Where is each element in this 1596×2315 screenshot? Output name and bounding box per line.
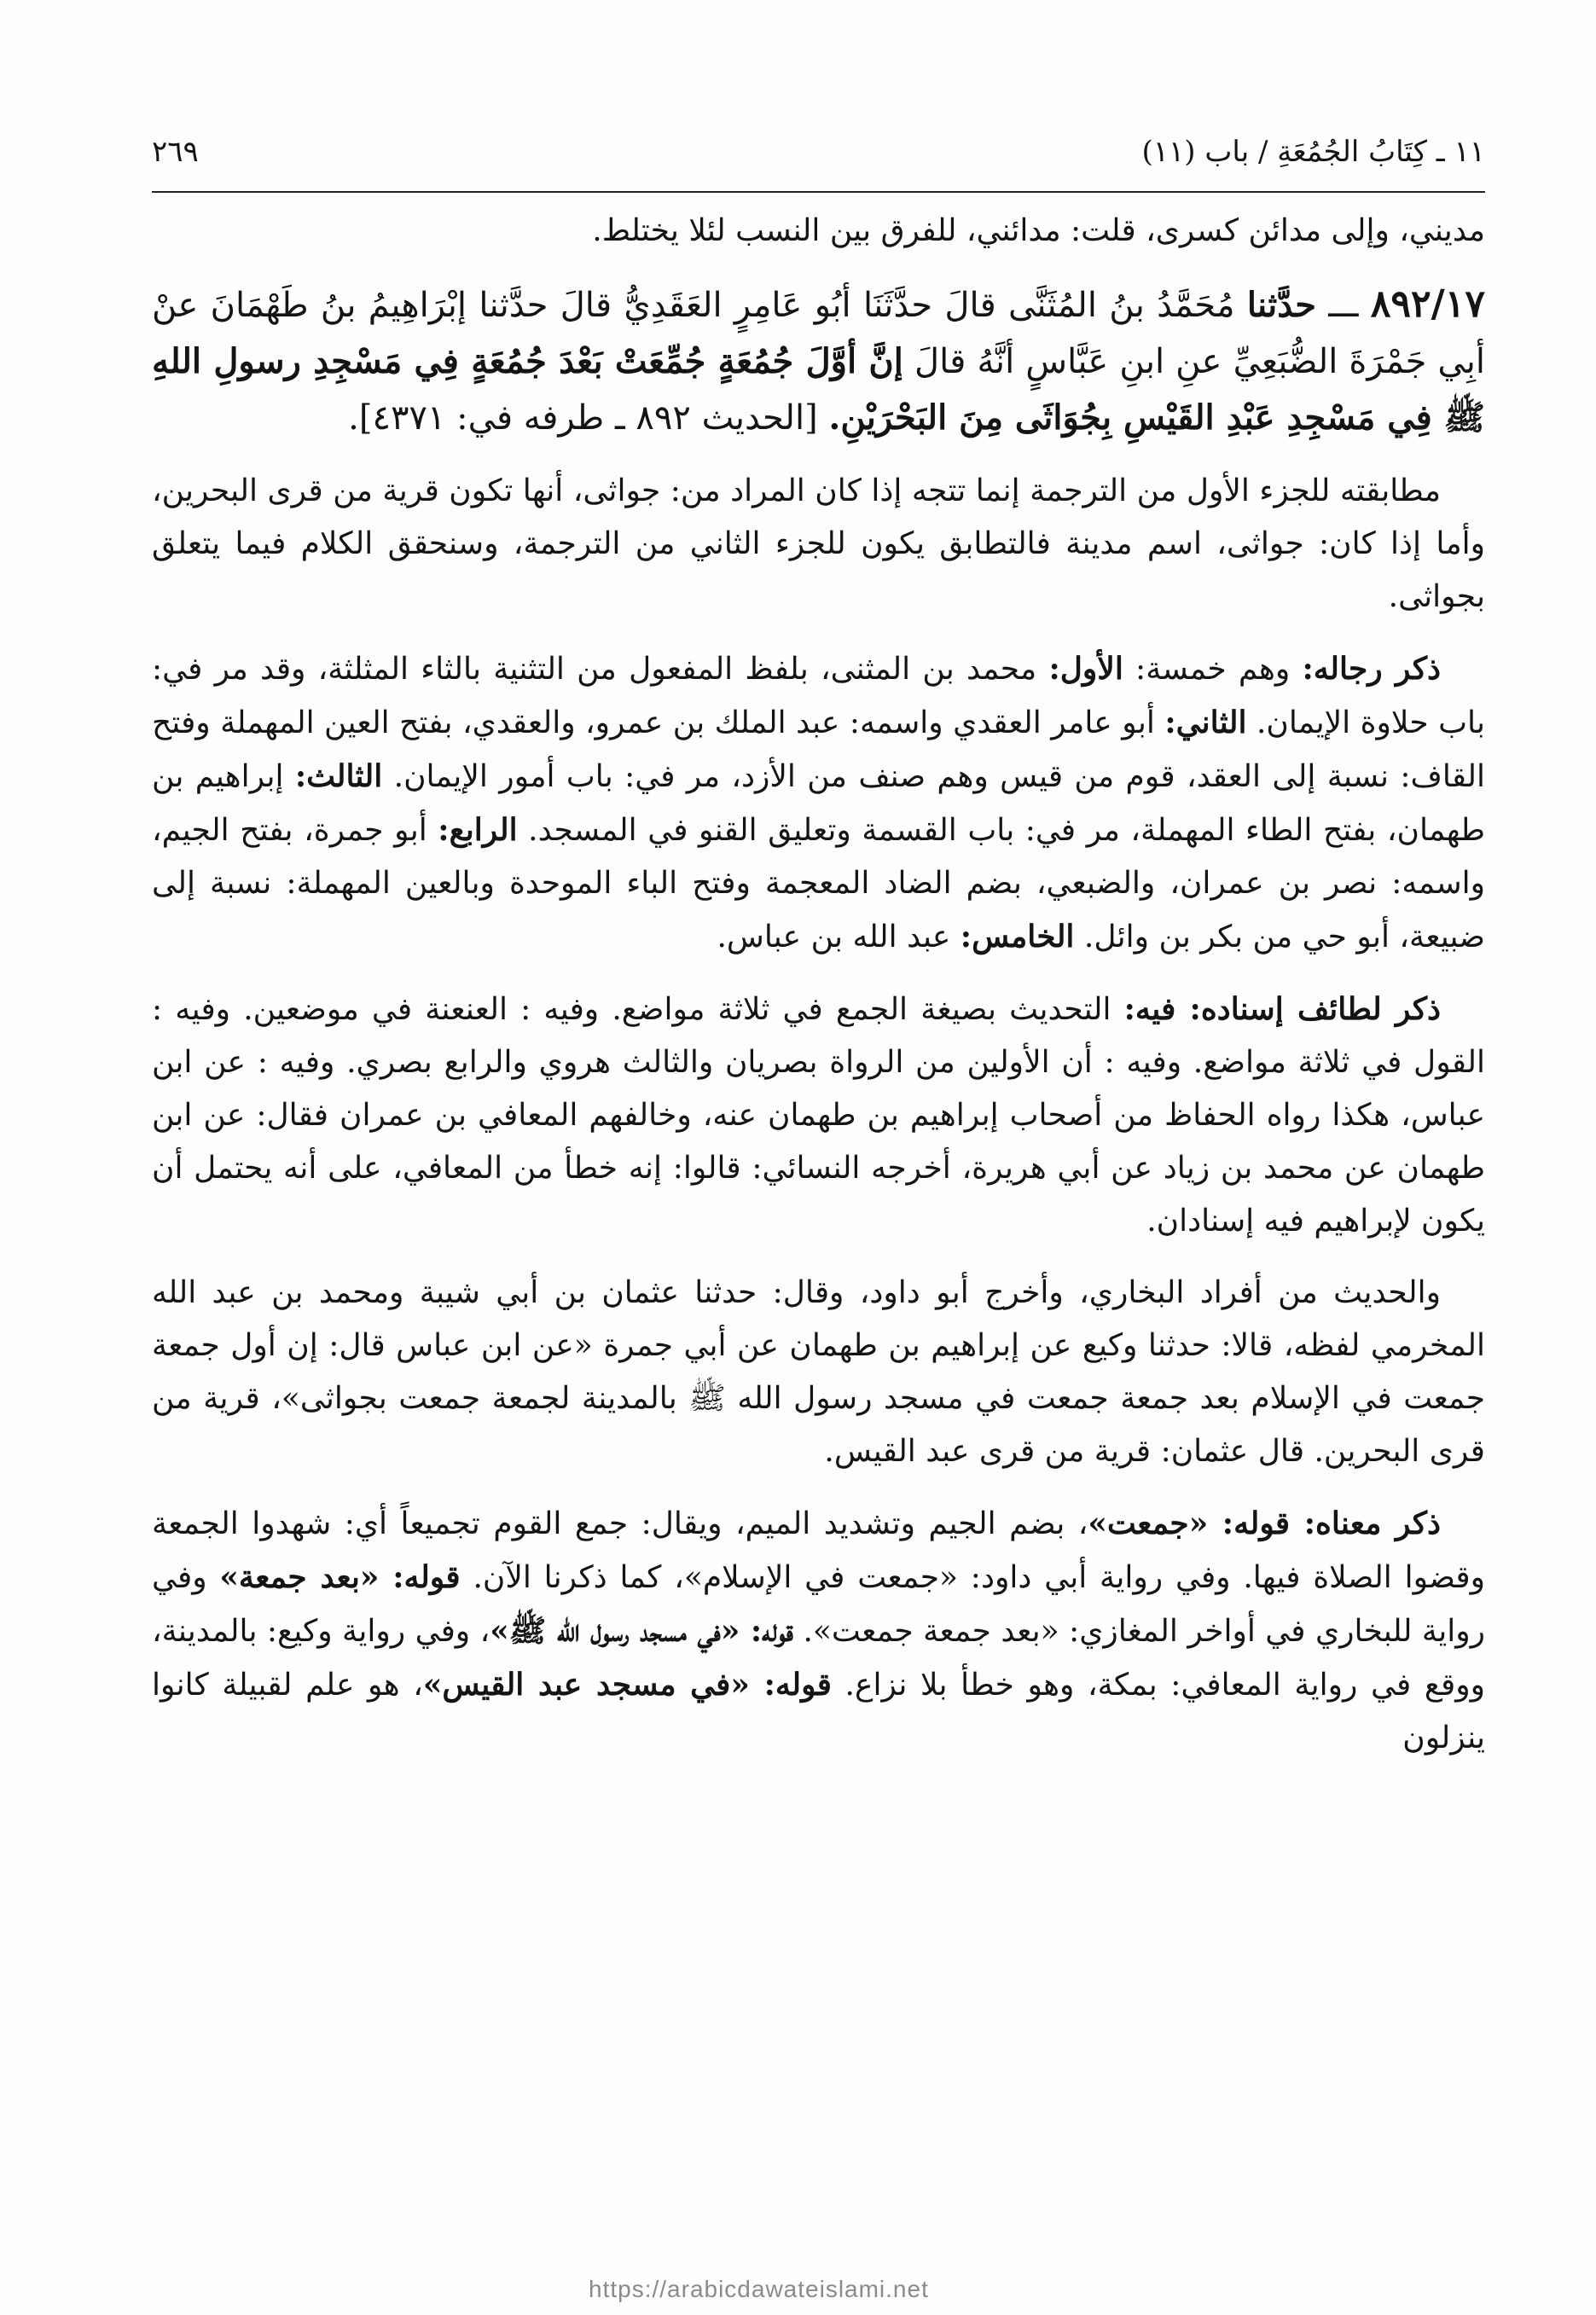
section-heading-manahu: ذكر معناه:: [1303, 1506, 1442, 1541]
running-title: ١١ ـ كِتَابُ الجُمُعَةِ / باب (١١): [1141, 135, 1485, 169]
hadith-lead: حدَّثنا: [1246, 285, 1316, 325]
page-header: [152, 128, 1485, 183]
manahu-label-4: قوله: «في مسجد عبد القيس»: [422, 1667, 832, 1703]
paragraph-rijal: [152, 642, 1485, 964]
paragraph-mutabaqa: مطابقته للجزء الأول من الترجمة إنما تتجه إذا كان المراد من: جواثى، أنها تكون قرية من قرى البحرين، وأما إذا كان: جواثى، اسم مدينة فالتطابق يكون للجزء الثاني من الترجمة، وسنحقق الكلام فيما يتعلق بجواثى.: [152, 473, 1485, 614]
hadith-note: [الحديث ٨٩٢ ـ طرفه في: ٤٣٧١].: [348, 398, 829, 438]
section-heading-lataif: ذكر لطائف إسناده:: [1189, 991, 1441, 1027]
lataif-label-1: فيه:: [1123, 991, 1190, 1027]
lataif-text-1: التحديث بصيغة الجمع في ثلاثة مواضع. وفيه : العنعنة في موضعين. وفيه : القول في ثلاثة مواضع. وفيه : أن الأولين من الرواة بصريان والثالث هروي والرابع بصري. وفيه : عن ابن عباس، هكذا رواه الحفاظ من أصحاب إبراهيم بن طهمان عنه، وخالفهم المعافي بن عمران فقال: عن ابن طهمان عن محمد بن زياد عن أبي هريرة، أخرجه النسائي: قالوا: إنه خطأ من المعافي، على أنه يحتمل أن يكون لإبراهيم فيه إسنادان.: [152, 992, 1485, 1239]
page-body: [152, 205, 1485, 2247]
page-number: ٢٦٩: [152, 135, 199, 169]
rijal-text-3: أبو عامر العقدي واسمه: عبد الملك بن عمرو، والعقدي، بفتح العين المهملة وفتح القاف: نسبة إلى العقد، قوم من قيس وهم صنف من الأزد، مر في: باب أمور الإيمان.: [152, 705, 1485, 794]
rijal-label-2: الثاني:: [1164, 705, 1247, 740]
manahu-label-2: قوله: «بعد جمعة»: [219, 1559, 461, 1595]
rijal-label-5: الخامس:: [960, 919, 1075, 954]
manahu-label-1: قوله: «جمعت»: [1088, 1506, 1304, 1541]
paragraph-takhrij: والحديث من أفراد البخاري، وأخرج أبو داود، وقال: حدثنا عثمان بن أبي شيبة ومحمد بن عبد الله المخرمي لفظه، قالا: حدثنا وكيع عن إبراهيم بن طهمان عن أبي جمرة «عن ابن عباس قال: إن أول جمعة جمعت في الإسلام بعد جمعة جمعت في مسجد رسول الله ﷺ بالمدينة لجمعة جمعت بجواثى»، قرية من قرى البحرين. قال عثمان: قرية من قرى عبد القيس.: [152, 1275, 1485, 1469]
hadith-isnad: مُحَمَّدُ بنُ المُثَنَّى قالَ حدَّثَنَا أبُو عَامِرٍ العَقَدِيُّ قالَ حدَّثنا إبْرَاهِيمُ بنُ طَهْمَانَ عنْ أبِي جَمْرَةَ الضُّبَعِيِّ عنِ ابنِ عَبَّاسٍ أنَّهُ قالَ: [152, 286, 1485, 381]
paragraph-continuation: مديني، وإلى مدائن كسرى، قلت: مدائني، للفرق بين النسب لئلا يختلط.: [592, 213, 1485, 248]
source-watermark: https://arabicdawateislami.net: [589, 2276, 929, 2302]
manahu-text-1: ، بضم الجيم وتشديد الميم، ويقال: جمع القوم تجميعاً أي: شهدوا الجمعة وقضوا الصلاة فيها. وفي رواية أبي داود: «جمعت في الإسلام»، كما ذكرنا الآن.: [152, 1506, 1486, 1595]
rijal-label-3: الثالث:: [294, 758, 383, 794]
manahu-label-3: قوله: «في مسجد رسول الله ﷺ»: [490, 1613, 794, 1649]
manahu-text-2: وفي رواية للبخاري في أواخر المغازي: «بعد جمعة جمعت».: [152, 1560, 1486, 1649]
rijal-label-1: الأول:: [1048, 651, 1123, 687]
rijal-text-5: أبو جمرة، بفتح الجيم، واسمه: نصر بن عمران، والضبعي، بضم الضاد المعجمة وفتح الباء الموحدة وبالعين المهملة: نسبة إلى ضبيعة، أبو حي من بكر بن وائل.: [152, 813, 1485, 954]
hadith-number: ٨٩٢/١٧: [1370, 282, 1485, 326]
rijal-text-2: محمد بن المثنى، بلفظ المفعول من التثنية بالثاء المثلثة، وقد مر في: باب حلاوة الإيمان.: [152, 652, 1485, 740]
rijal-text-1: وهم خمسة:: [1123, 652, 1303, 687]
header-rule: [152, 191, 1485, 193]
hadith-dash: ـــ: [1315, 286, 1371, 325]
manahu-text-3: ، وفي رواية وكيع: بالمدينة، ووقع في رواية المعافي: بمكة، وهو خطأ بلا نزاع.: [152, 1614, 1486, 1703]
section-heading-rijal: ذكر رجاله:: [1302, 651, 1441, 687]
paragraph-manahu: [152, 1497, 1485, 1765]
hadith-block: [152, 276, 1485, 446]
rijal-text-4: إبراهيم بن طهمان، بفتح الطاء المهملة، مر في: باب القسمة وتعليق القنو في المسجد.: [152, 759, 1485, 848]
rijal-text-6: عبد الله بن عباس.: [717, 920, 961, 954]
paragraph-lataif: [152, 983, 1485, 1248]
rijal-label-4: الرابع:: [438, 812, 518, 848]
hadith-matn: إنَّ أوَّلَ جُمُعَةٍ جُمِّعَتْ بَعْدَ جُمُعَةٍ فِي مَسْجِدِ رسولِ اللهِ ﷺ فِي مَسْجِدِ عَبْدِ القَيْسِ بِجُوَاثَى مِنَ البَحْرَيْنِ.: [152, 341, 1485, 438]
manahu-text-4: ، هو علم لقبيلة كانوا ينزلون: [152, 1668, 1485, 1755]
